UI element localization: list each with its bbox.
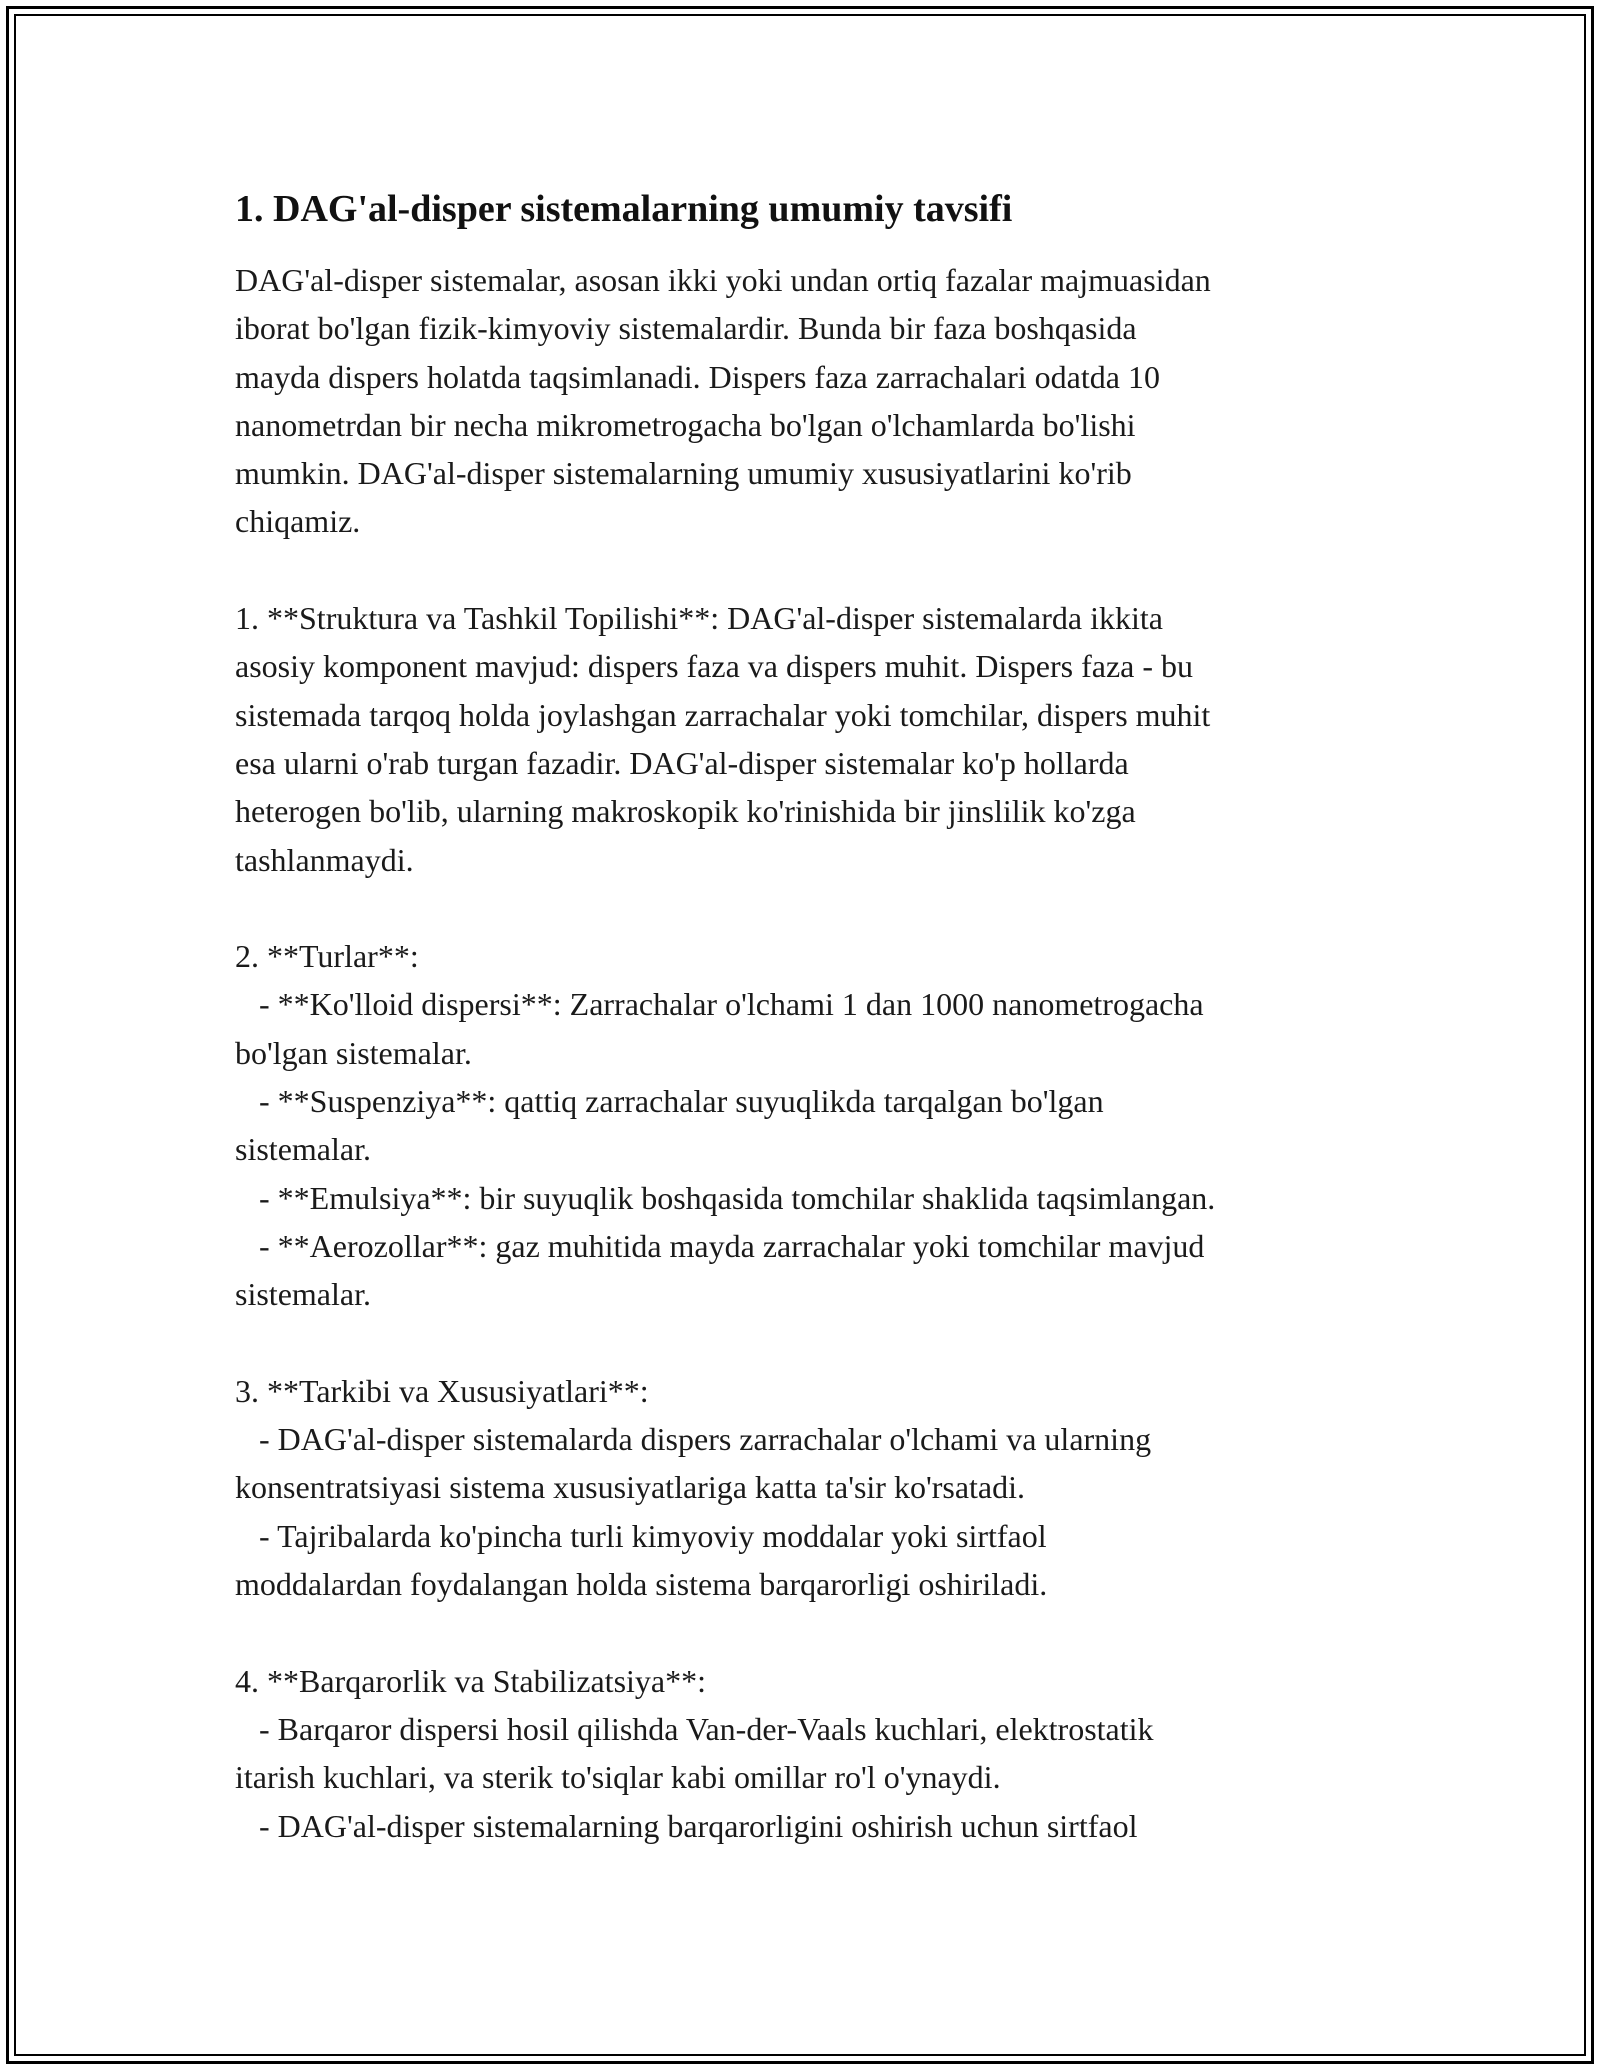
document-text xyxy=(235,256,1375,1850)
document-title: 1. DAG'al-disper sistemalarning umumiy tavsifi xyxy=(235,188,1013,230)
text-line: - **Emulsiya**: bir suyuqlik boshqasida tomchilar shaklida taqsimlangan. xyxy=(235,1179,1216,1216)
text-line: mayda dispers holatda taqsimlanadi. Dispers faza zarrachalari odatda 10 xyxy=(235,358,1160,395)
blank-line xyxy=(235,1608,1375,1656)
text-line: konsentratsiyasi sistema xususiyatlariga katta ta'sir ko'rsatadi. xyxy=(235,1469,1026,1506)
document-body xyxy=(235,185,1375,1850)
text-line: - DAG'al-disper sistemalarda dispers zarrachalar o'lchami va ularning xyxy=(235,1421,1152,1458)
text-line: moddalardan foydalangan holda sistema barqarorligi oshiriladi. xyxy=(235,1566,1048,1603)
text-line: 4. **Barqarorlik va Stabilizatsiya**: xyxy=(235,1662,706,1699)
text-line: mumkin. DAG'al-disper sistemalarning umumiy xususiyatlarini ko'rib xyxy=(235,455,1132,492)
text-line: 2. **Turlar**: xyxy=(235,938,419,975)
text-line: heterogen bo'lib, ularning makroskopik ko'rinishida bir jinslilik ko'zga xyxy=(235,793,1136,830)
text-line: - Tajribalarda ko'pincha turli kimyoviy moddalar yoki sirtfaol xyxy=(235,1517,1047,1554)
text-line: bo'lgan sistemalar. xyxy=(235,1034,472,1071)
text-line: tashlanmaydi. xyxy=(235,841,414,878)
text-line: sistemalar. xyxy=(235,1276,371,1313)
text-line: chiqamiz. xyxy=(235,503,361,540)
text-line: asosiy komponent mavjud: dispers faza va dispers muhit. Dispers faza - bu xyxy=(235,648,1193,685)
text-line: iborat bo'lgan fizik-kimyoviy sistemalardir. Bunda bir faza boshqasida xyxy=(235,310,1137,347)
text-line: DAG'al-disper sistemalar, asosan ikki yoki undan ortiq fazalar majmuasidan xyxy=(235,262,1211,298)
text-line: sistemalar. xyxy=(235,1131,371,1168)
text-line: - **Aerozollar**: gaz muhitida mayda zarrachalar yoki tomchilar mavjud xyxy=(235,1227,1205,1264)
blank-line xyxy=(235,1319,1375,1367)
text-line: 1. **Struktura va Tashkil Topilishi**: DAG'al-disper sistemalarda ikkita xyxy=(235,600,1163,637)
text-line: - **Suspenziya**: qattiq zarrachalar suyuqlikda tarqalgan bo'lgan xyxy=(235,1083,1104,1120)
text-line: itarish kuchlari, va sterik to'siqlar kabi omillar ro'l o'ynaydi. xyxy=(235,1759,1001,1796)
blank-line xyxy=(235,546,1375,594)
text-line: - **Ko'lloid dispersi**: Zarrachalar o'lchami 1 dan 1000 nanometrogacha xyxy=(235,986,1204,1023)
text-line: esa ularni o'rab turgan fazadir. DAG'al-disper sistemalar ko'p hollarda xyxy=(235,744,1129,781)
text-line: sistemada tarqoq holda joylashgan zarrachalar yoki tomchilar, dispers muhit xyxy=(235,696,1211,733)
blank-line xyxy=(235,884,1375,932)
text-line: 3. **Tarkibi va Xususiyatlari**: xyxy=(235,1372,649,1409)
text-line: nanometrdan bir necha mikrometrogacha bo'lgan o'lchamlarda bo'lishi xyxy=(235,406,1136,443)
text-line: - DAG'al-disper sistemalarning barqarorligini oshirish uchun sirtfaol xyxy=(235,1807,1138,1844)
text-line: - Barqaror dispersi hosil qilishda Van-der-Vaals kuchlari, elektrostatik xyxy=(235,1710,1154,1747)
